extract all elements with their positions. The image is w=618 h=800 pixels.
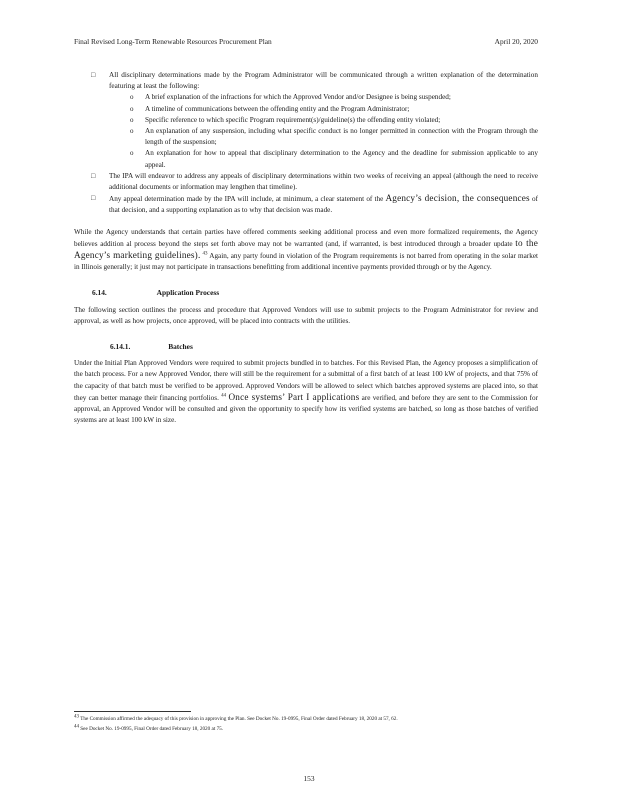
sub-bullet-text: A brief explanation of the infractions for which the Approved Vendor and/or Designee is being suspended;	[145, 93, 451, 102]
circle-bullet-icon: o	[130, 115, 134, 124]
footnote-number: 44	[74, 724, 79, 730]
body-paragraph	[74, 227, 538, 274]
footnotes	[74, 715, 538, 735]
sub-bullet-text: An explanation of any suspension, including what specific conduct is no longer permitted in connection with the Program through the length of the suspension;	[145, 127, 538, 147]
sub-bullet-item	[74, 92, 538, 103]
footnote	[74, 715, 538, 723]
bullet-item	[74, 70, 538, 92]
paragraph-text-large: to the Agency’s marketing guidelines).	[74, 237, 539, 261]
sub-bullet-text: Specific reference to which specific Program requirement(s)/guideline(s) the offending entity violated;	[145, 115, 441, 124]
section-title: Application Process	[156, 288, 220, 298]
subsection-number: 6.14.1.	[110, 342, 131, 352]
circle-bullet-icon: o	[130, 93, 134, 102]
header-date: April 20, 2020	[494, 37, 538, 46]
footnote-number: 43	[74, 714, 79, 720]
sub-bullet-text: A timeline of communications between the offending entity and the Program Administrator;	[145, 104, 410, 113]
sub-bullet-item	[74, 126, 538, 148]
subsection-title: Batches	[168, 342, 193, 352]
paragraph-text-large: Once systems’ Part I applications	[228, 391, 360, 402]
footnote-ref[interactable]: 44	[221, 393, 227, 399]
subsection-heading	[110, 341, 538, 352]
checkbox-bullet-icon: □	[91, 171, 96, 180]
section-number: 6.14.	[92, 288, 107, 298]
footnote-text: See Docket No. 19-0995, Final Order dated February 18, 2020 at 75.	[80, 726, 224, 732]
bullet-text: The IPA will endeavor to address any appeals of disciplinary determinations within two weeks of receiving an appeal (although the need to receive additional documents or information may lengthen that timeline).	[109, 171, 538, 192]
page-body	[74, 70, 538, 426]
bullet-item	[74, 171, 538, 193]
section-heading	[92, 287, 538, 298]
bullet-text-large: Agency’s decision, the consequences	[385, 193, 530, 204]
body-paragraph	[74, 358, 538, 426]
paragraph-text: are verified, and before they are sent to the Commission for approval, an Approved Vendor will be consulted and given the opportunity to specify how its verified systems are batched, so long as those batches of verified systems are at least 100 kW in size.	[74, 393, 539, 425]
page-number: 153	[303, 774, 315, 783]
running-header	[74, 37, 538, 46]
sub-bullet-item	[74, 104, 538, 115]
paragraph-text: While the Agency understands that certain parties have offered comments seeking additional process and even more formalized requirements, the Agency believes addition al process beyond the steps set forth above may not be warranted (and, if warranted, is best introduced through a broader update	[74, 227, 538, 248]
paragraph-text: Again, any party found in violation of the Program requirements is not barred from operating in the solar market in Illinois generally; it just may not participate in transactions benefitting from additional incentive payments provided through or by the Agency.	[74, 252, 539, 272]
checkbox-bullet-icon: □	[91, 194, 96, 203]
footnote-text: The Commission affirmed the adequacy of this provision in approving the Plan. See Docket No. 19-0995, Final Order dated February 18, 2020 at 57, 62.	[80, 716, 398, 722]
circle-bullet-icon: o	[130, 104, 134, 113]
footnote-ref[interactable]: 43	[202, 251, 208, 257]
body-paragraph: The following section outlines the process and procedure that Approved Vendors will use to submit projects to the Program Administrator for review and approval, as well as how projects, once approved, will be placed into contracts with the utilities.	[74, 305, 538, 325]
bullet-text: Any appeal determination made by the IPA will include, at minimum, a clear statement of the	[109, 195, 384, 204]
footnote-divider	[74, 711, 191, 712]
footnote	[74, 725, 538, 733]
checkbox-bullet-icon: □	[91, 71, 96, 79]
circle-bullet-icon: o	[130, 127, 134, 136]
circle-bullet-icon: o	[130, 149, 134, 158]
bullet-text: of that decision, and a supporting explanation as to why that decision was made.	[109, 195, 539, 215]
sub-bullet-item	[74, 148, 538, 170]
bullet-item	[74, 193, 538, 216]
bullet-text: All disciplinary determinations made by the Program Administrator will be communicated through a written explanation of the determination featuring at least the following:	[109, 71, 538, 91]
sub-bullet-item	[74, 115, 538, 126]
paragraph-text: Under the Initial Plan Approved Vendors were required to submit projects bundled in to batches. For this Revised Plan, the Agency proposes a simplification of the batch process. For a new Approved Vendor, there will still be the requirement for a submittal of a first batch of at least 100 kW of projects, and that 75% of the capacity of that batch must be verified to be approved. Approved Vendors will be allowed to select which batches approved systems are placed into, so that they can better manage their financing portfolios.	[74, 359, 538, 402]
header-title: Final Revised Long-Term Renewable Resources Procurement Plan	[74, 37, 272, 46]
sub-bullet-text: An explanation for how to appeal that disciplinary determination to the Agency and the deadline for submission applicable to any appeal.	[145, 149, 538, 169]
